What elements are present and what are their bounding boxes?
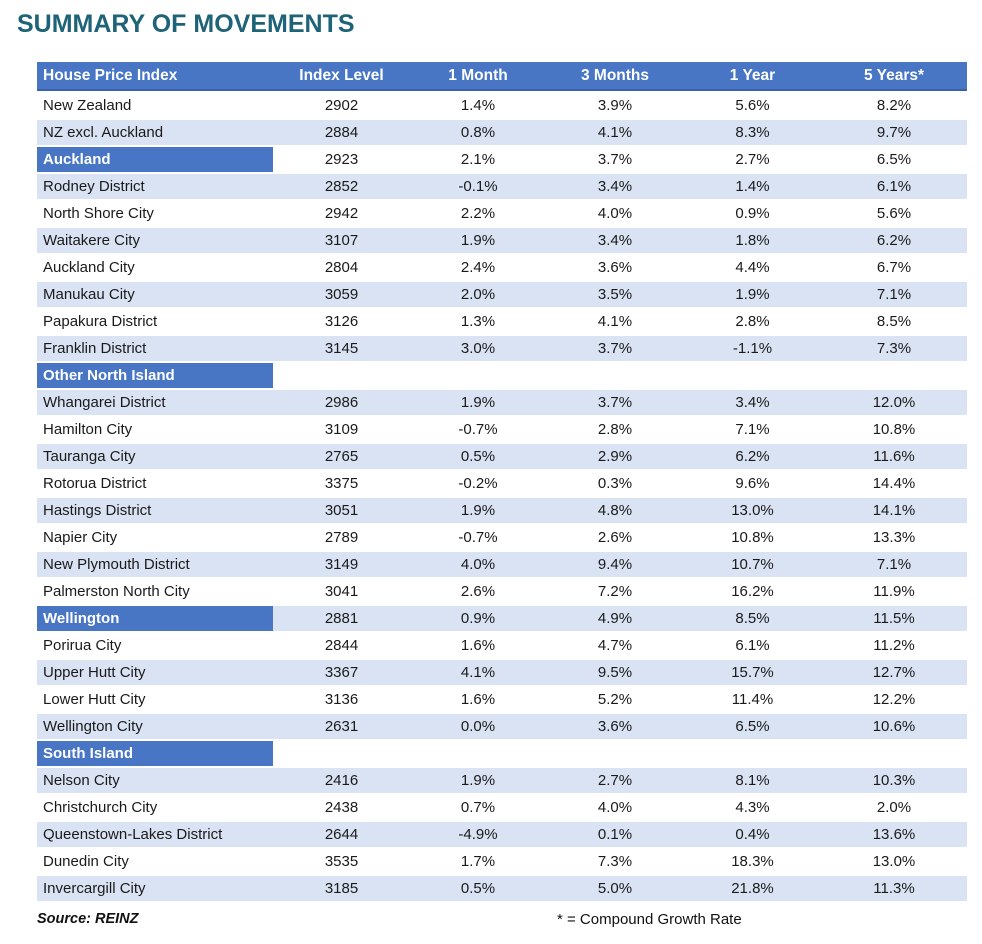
value-cell: 3126 [273, 309, 410, 334]
value-cell: 1.4% [410, 93, 546, 118]
value-cell: 2765 [273, 444, 410, 469]
value-cell: 13.0% [821, 849, 967, 874]
section-name-cell: South Island [37, 741, 273, 766]
value-cell: 18.3% [684, 849, 821, 874]
region-name-cell: Hamilton City [37, 417, 273, 442]
column-header: 5 Years* [821, 62, 967, 91]
table-row [37, 498, 967, 523]
value-cell: 11.6% [821, 444, 967, 469]
value-cell: 3535 [273, 849, 410, 874]
region-name-cell: Christchurch City [37, 795, 273, 820]
column-header: 3 Months [546, 62, 684, 91]
table-row [37, 93, 967, 118]
value-cell: 10.8% [821, 417, 967, 442]
value-cell: 3.7% [546, 390, 684, 415]
region-name-cell: Queenstown-Lakes District [37, 822, 273, 847]
region-name-cell: Rodney District [37, 174, 273, 199]
table-row [37, 714, 967, 739]
value-cell: -0.2% [410, 471, 546, 496]
region-name-cell: Tauranga City [37, 444, 273, 469]
table-row [37, 174, 967, 199]
value-cell: 11.4% [684, 687, 821, 712]
region-name-cell: Invercargill City [37, 876, 273, 901]
region-name-cell: Papakura District [37, 309, 273, 334]
value-cell: 4.0% [546, 201, 684, 226]
value-cell: 2.8% [546, 417, 684, 442]
table-row [37, 822, 967, 847]
value-cell: 2.6% [410, 579, 546, 604]
value-cell: 15.7% [684, 660, 821, 685]
value-cell: 3.4% [684, 390, 821, 415]
region-name-cell: Whangarei District [37, 390, 273, 415]
value-cell: 1.6% [410, 633, 546, 658]
section-name-cell: Other North Island [37, 363, 273, 388]
section-row [37, 606, 967, 631]
region-name-cell: Wellington City [37, 714, 273, 739]
value-cell: 6.2% [821, 228, 967, 253]
table-row [37, 255, 967, 280]
value-cell: 6.5% [684, 714, 821, 739]
table-row [37, 579, 967, 604]
value-cell: 2.7% [546, 768, 684, 793]
value-cell: 2.4% [410, 255, 546, 280]
value-cell: 5.6% [821, 201, 967, 226]
region-name-cell: Napier City [37, 525, 273, 550]
table-row [37, 660, 967, 685]
value-cell: 2923 [273, 147, 410, 172]
value-cell [273, 363, 410, 388]
value-cell: 21.8% [684, 876, 821, 901]
value-cell: 3.0% [410, 336, 546, 361]
value-cell: 2881 [273, 606, 410, 631]
table-row [37, 390, 967, 415]
value-cell: 0.3% [546, 471, 684, 496]
region-name-cell: Manukau City [37, 282, 273, 307]
region-name-cell: Franklin District [37, 336, 273, 361]
value-cell: 8.3% [684, 120, 821, 145]
value-cell: 8.2% [821, 93, 967, 118]
value-cell: 16.2% [684, 579, 821, 604]
region-name-cell: Hastings District [37, 498, 273, 523]
table-row [37, 525, 967, 550]
source-note: Source: REINZ [37, 911, 139, 927]
region-name-cell: Rotorua District [37, 471, 273, 496]
value-cell: 3149 [273, 552, 410, 577]
value-cell: 4.1% [546, 309, 684, 334]
value-cell: 14.4% [821, 471, 967, 496]
region-name-cell: Nelson City [37, 768, 273, 793]
value-cell [410, 741, 546, 766]
value-cell [410, 363, 546, 388]
value-cell [273, 741, 410, 766]
value-cell: 12.0% [821, 390, 967, 415]
value-cell: 4.3% [684, 795, 821, 820]
value-cell: 1.9% [410, 390, 546, 415]
region-name-cell: Auckland City [37, 255, 273, 280]
compound-growth-footnote: * = Compound Growth Rate [557, 911, 742, 928]
value-cell: 10.3% [821, 768, 967, 793]
value-cell: 13.0% [684, 498, 821, 523]
value-cell: 2.9% [546, 444, 684, 469]
table-row [37, 417, 967, 442]
value-cell: 2.8% [684, 309, 821, 334]
value-cell: 1.7% [410, 849, 546, 874]
value-cell: 1.8% [684, 228, 821, 253]
value-cell [821, 741, 967, 766]
value-cell [546, 741, 684, 766]
region-name-cell: Porirua City [37, 633, 273, 658]
value-cell: 7.1% [821, 282, 967, 307]
value-cell: 11.2% [821, 633, 967, 658]
section-row [37, 147, 967, 172]
value-cell: 4.4% [684, 255, 821, 280]
value-cell: -0.7% [410, 525, 546, 550]
value-cell: 7.2% [546, 579, 684, 604]
table-row [37, 228, 967, 253]
table-row [37, 471, 967, 496]
value-cell: 10.7% [684, 552, 821, 577]
value-cell: 3041 [273, 579, 410, 604]
value-cell: 1.9% [410, 228, 546, 253]
value-cell: 7.1% [821, 552, 967, 577]
value-cell: 9.7% [821, 120, 967, 145]
value-cell: 1.4% [684, 174, 821, 199]
value-cell: 11.3% [821, 876, 967, 901]
section-row [37, 741, 967, 766]
value-cell: 6.5% [821, 147, 967, 172]
value-cell: 2644 [273, 822, 410, 847]
column-header: 1 Year [684, 62, 821, 91]
value-cell [684, 741, 821, 766]
region-name-cell: New Plymouth District [37, 552, 273, 577]
table-row [37, 201, 967, 226]
value-cell: 0.5% [410, 444, 546, 469]
value-cell: 6.7% [821, 255, 967, 280]
value-cell: 8.1% [684, 768, 821, 793]
value-cell: 4.1% [546, 120, 684, 145]
region-name-cell: Waitakere City [37, 228, 273, 253]
page-title: SUMMARY OF MOVEMENTS [17, 10, 355, 38]
value-cell: -4.9% [410, 822, 546, 847]
value-cell: 13.6% [821, 822, 967, 847]
value-cell: 2.7% [684, 147, 821, 172]
value-cell: 2.0% [410, 282, 546, 307]
section-name-cell: Wellington [37, 606, 273, 631]
value-cell: 3107 [273, 228, 410, 253]
value-cell: 11.9% [821, 579, 967, 604]
value-cell: 4.8% [546, 498, 684, 523]
value-cell: 2.1% [410, 147, 546, 172]
value-cell: 4.9% [546, 606, 684, 631]
value-cell: 3.7% [546, 336, 684, 361]
value-cell: 2438 [273, 795, 410, 820]
table-row [37, 309, 967, 334]
value-cell: 3.4% [546, 228, 684, 253]
value-cell: 2631 [273, 714, 410, 739]
value-cell: 2.6% [546, 525, 684, 550]
value-cell: 12.7% [821, 660, 967, 685]
value-cell: 3051 [273, 498, 410, 523]
value-cell: 13.3% [821, 525, 967, 550]
value-cell: 3.4% [546, 174, 684, 199]
table-row [37, 444, 967, 469]
value-cell: 2.2% [410, 201, 546, 226]
value-cell: 2789 [273, 525, 410, 550]
value-cell: 9.5% [546, 660, 684, 685]
value-cell: 12.2% [821, 687, 967, 712]
value-cell: 10.6% [821, 714, 967, 739]
table-row [37, 633, 967, 658]
table-footer [37, 906, 967, 936]
value-cell: 3.5% [546, 282, 684, 307]
value-cell: 5.2% [546, 687, 684, 712]
value-cell: 0.9% [410, 606, 546, 631]
value-cell: 3109 [273, 417, 410, 442]
value-cell: 1.6% [410, 687, 546, 712]
table-row [37, 849, 967, 874]
value-cell: 7.1% [684, 417, 821, 442]
value-cell: 2986 [273, 390, 410, 415]
value-cell: 2844 [273, 633, 410, 658]
value-cell: 9.6% [684, 471, 821, 496]
value-cell: 1.9% [410, 768, 546, 793]
value-cell: 0.9% [684, 201, 821, 226]
value-cell: 0.1% [546, 822, 684, 847]
value-cell: 11.5% [821, 606, 967, 631]
value-cell: 0.7% [410, 795, 546, 820]
column-header: Index Level [273, 62, 410, 91]
value-cell: 7.3% [821, 336, 967, 361]
value-cell: 1.9% [684, 282, 821, 307]
value-cell: 6.1% [821, 174, 967, 199]
value-cell: 2942 [273, 201, 410, 226]
value-cell: 0.5% [410, 876, 546, 901]
value-cell: 4.7% [546, 633, 684, 658]
region-name-cell: Upper Hutt City [37, 660, 273, 685]
value-cell: 3367 [273, 660, 410, 685]
value-cell: 0.4% [684, 822, 821, 847]
value-cell: 6.2% [684, 444, 821, 469]
house-price-index-table-wrap [37, 60, 967, 936]
value-cell: 2884 [273, 120, 410, 145]
section-name-cell: Auckland [37, 147, 273, 172]
table-row [37, 876, 967, 901]
value-cell: 3.7% [546, 147, 684, 172]
value-cell: 1.3% [410, 309, 546, 334]
value-cell: -1.1% [684, 336, 821, 361]
value-cell: 4.1% [410, 660, 546, 685]
value-cell: 2804 [273, 255, 410, 280]
value-cell: 7.3% [546, 849, 684, 874]
house-price-index-table [37, 60, 967, 903]
value-cell: 3.6% [546, 714, 684, 739]
value-cell: 4.0% [410, 552, 546, 577]
value-cell [684, 363, 821, 388]
value-cell: 2852 [273, 174, 410, 199]
column-header: 1 Month [410, 62, 546, 91]
value-cell: 5.6% [684, 93, 821, 118]
table-row [37, 768, 967, 793]
value-cell: 8.5% [821, 309, 967, 334]
region-name-cell: North Shore City [37, 201, 273, 226]
value-cell: 5.0% [546, 876, 684, 901]
value-cell: 2416 [273, 768, 410, 793]
column-header: House Price Index [37, 62, 273, 91]
value-cell: -0.7% [410, 417, 546, 442]
table-row [37, 282, 967, 307]
region-name-cell: Palmerston North City [37, 579, 273, 604]
value-cell: 0.8% [410, 120, 546, 145]
value-cell: 3059 [273, 282, 410, 307]
value-cell: 3.9% [546, 93, 684, 118]
value-cell: 2.0% [821, 795, 967, 820]
region-name-cell: NZ excl. Auckland [37, 120, 273, 145]
table-row [37, 120, 967, 145]
value-cell: 14.1% [821, 498, 967, 523]
value-cell: 3185 [273, 876, 410, 901]
value-cell: 6.1% [684, 633, 821, 658]
value-cell: 1.9% [410, 498, 546, 523]
value-cell: 2902 [273, 93, 410, 118]
value-cell: 3136 [273, 687, 410, 712]
value-cell: 4.0% [546, 795, 684, 820]
region-name-cell: New Zealand [37, 93, 273, 118]
section-row [37, 363, 967, 388]
value-cell: 9.4% [546, 552, 684, 577]
value-cell: 3145 [273, 336, 410, 361]
value-cell: 3375 [273, 471, 410, 496]
value-cell: 3.6% [546, 255, 684, 280]
table-row [37, 687, 967, 712]
value-cell: -0.1% [410, 174, 546, 199]
value-cell [546, 363, 684, 388]
table-row [37, 795, 967, 820]
value-cell: 0.0% [410, 714, 546, 739]
table-row [37, 336, 967, 361]
value-cell [821, 363, 967, 388]
region-name-cell: Dunedin City [37, 849, 273, 874]
value-cell: 8.5% [684, 606, 821, 631]
table-row [37, 552, 967, 577]
region-name-cell: Lower Hutt City [37, 687, 273, 712]
table-header-row [37, 62, 967, 91]
value-cell: 10.8% [684, 525, 821, 550]
